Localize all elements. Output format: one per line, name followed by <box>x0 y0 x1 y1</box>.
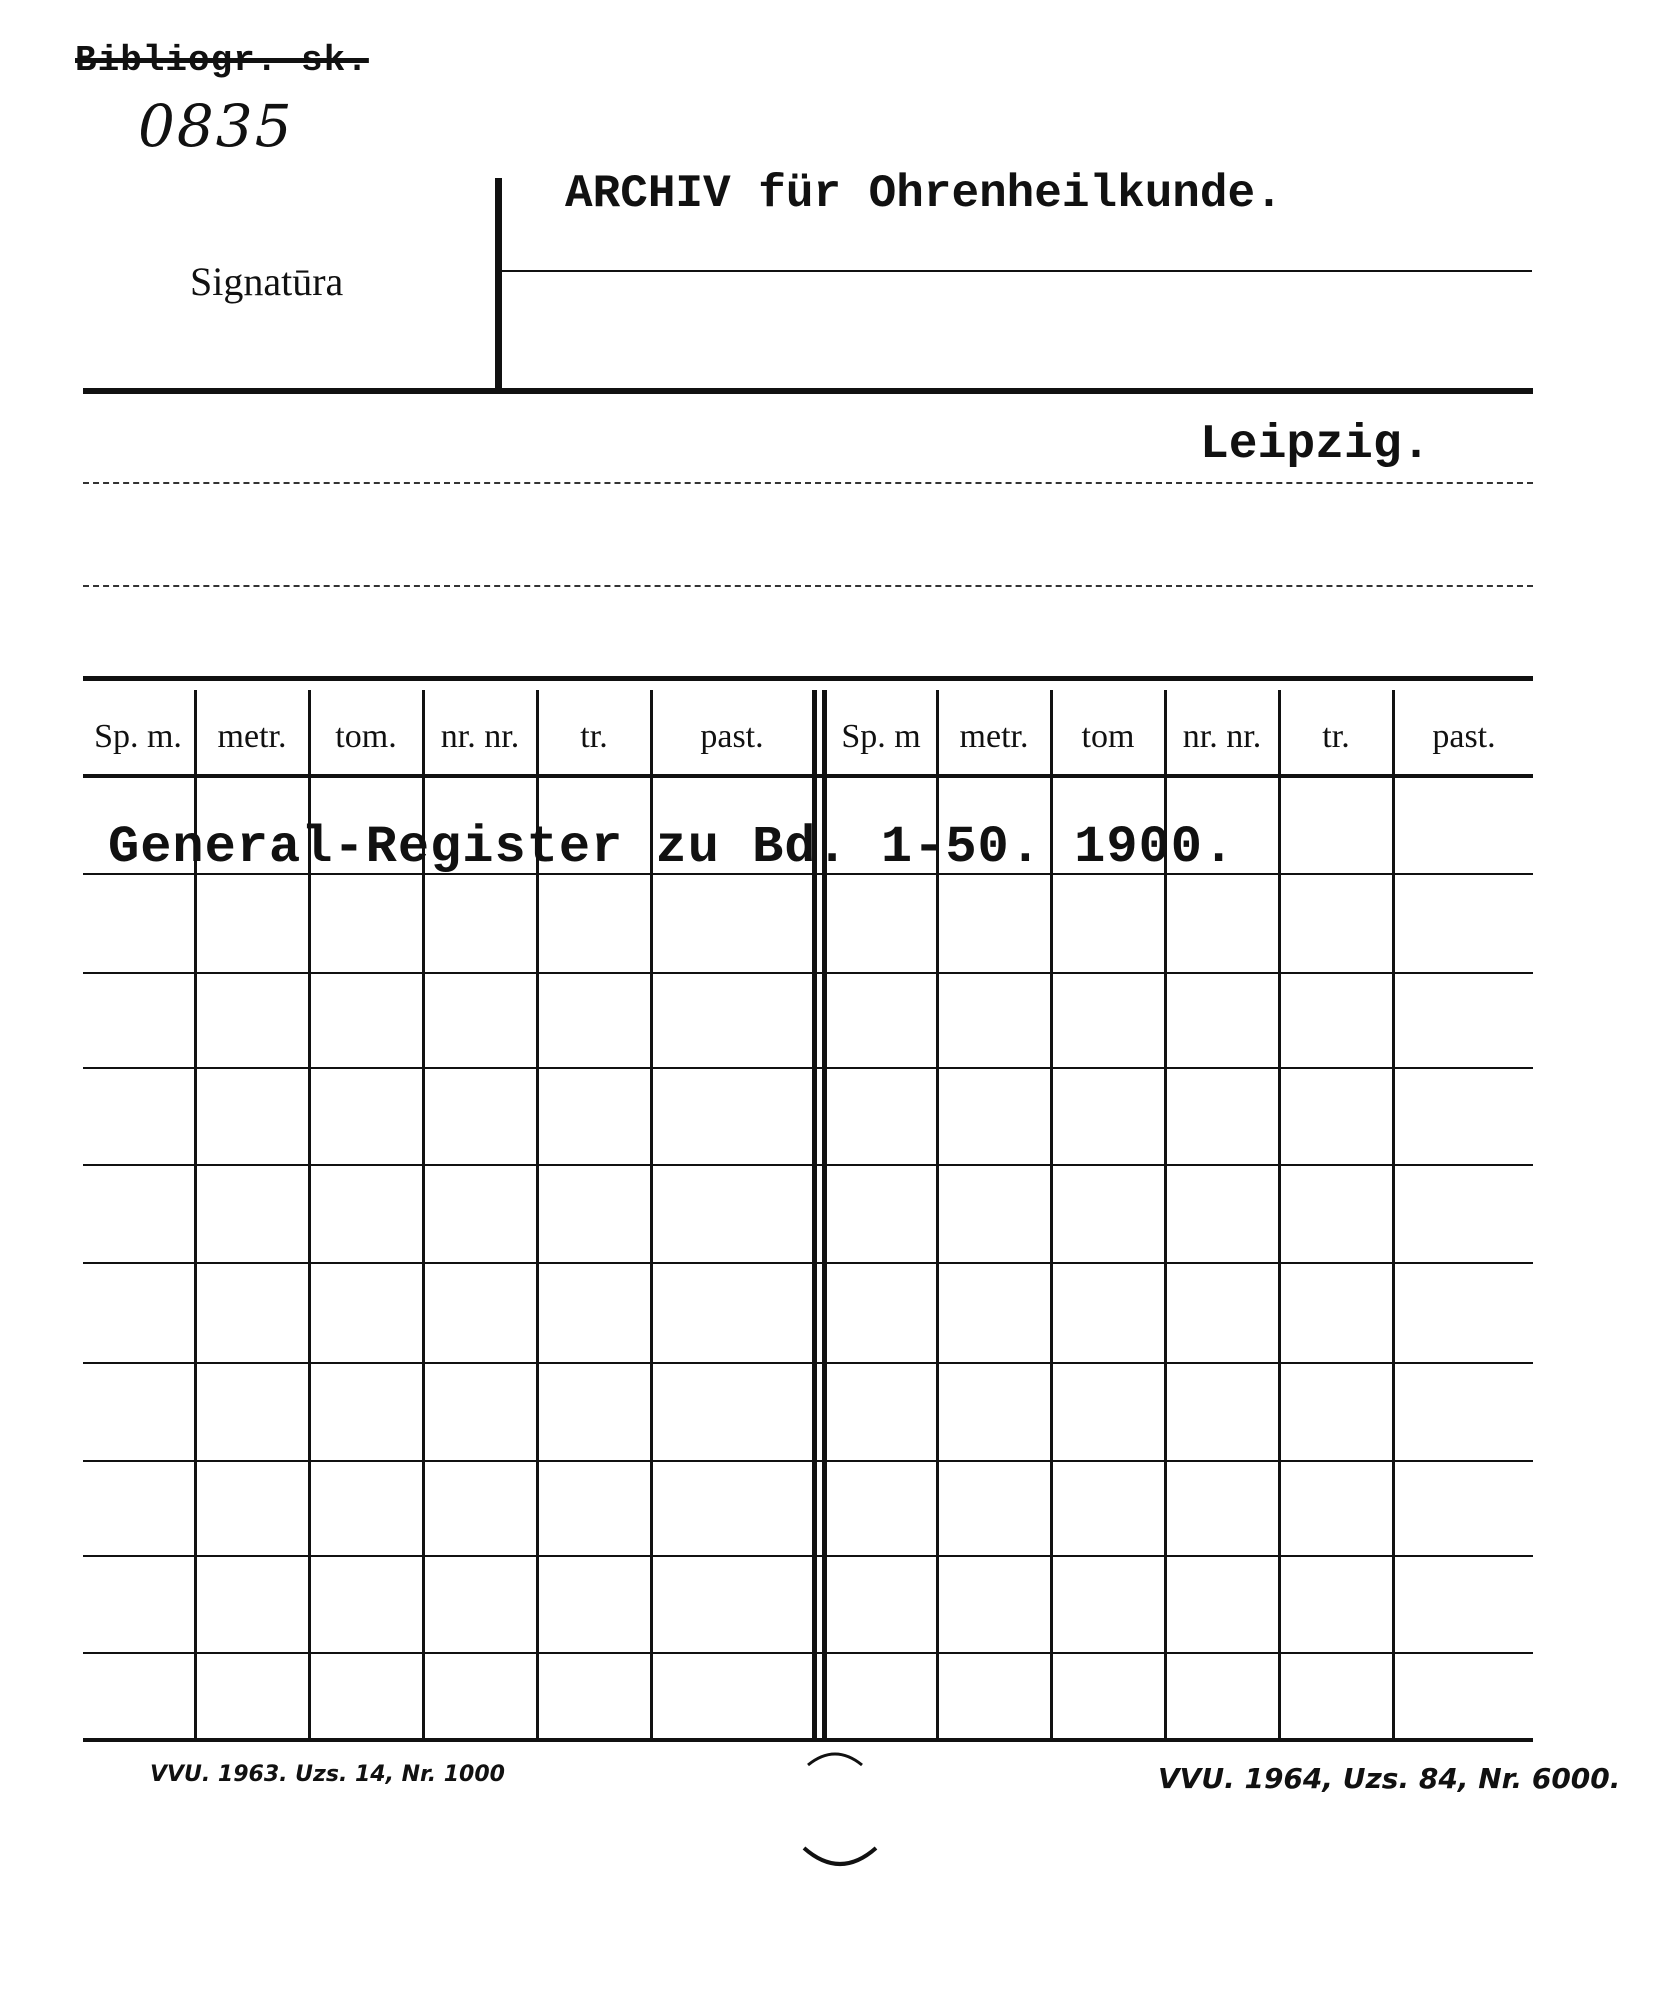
row-line <box>83 1262 1533 1264</box>
column-header: Sp. m. <box>94 718 182 755</box>
punch-mark-icon <box>800 1745 870 1780</box>
column-header: nr. nr. <box>1182 718 1262 755</box>
row-line <box>83 1652 1533 1654</box>
column-header: tom <box>1081 718 1135 755</box>
row-line <box>83 1067 1533 1069</box>
header-vertical-divider <box>495 178 502 390</box>
punch-mark-icon <box>800 1840 880 1885</box>
title-underline <box>502 270 1532 272</box>
column-header: metr. <box>959 718 1029 755</box>
column-header: Sp. m <box>841 718 921 755</box>
holdings-entry: General-Register zu Bd. 1-50. 1900. <box>108 818 1236 877</box>
column-header: tom. <box>335 718 397 755</box>
row-line <box>83 1362 1533 1364</box>
journal-title: ARCHIV für Ohrenheilkunde. <box>565 168 1283 220</box>
row-line <box>83 972 1533 974</box>
column-header: metr. <box>217 718 287 755</box>
column-divider <box>1392 690 1395 1738</box>
table-bottom-rule <box>83 1738 1533 1742</box>
dotted-rule <box>83 585 1533 587</box>
column-header: tr. <box>1322 718 1350 755</box>
footer-stamp-right: VVU. 1964, Uzs. 84, Nr. 6000. <box>1158 1762 1621 1795</box>
table-top-rule <box>83 676 1533 681</box>
column-divider <box>1278 690 1281 1738</box>
signatura-label: Signatūra <box>190 259 344 304</box>
publication-place: Leipzig. <box>1200 418 1431 472</box>
column-header: nr. nr. <box>440 718 520 755</box>
handwritten-catalog-number: 0835 <box>138 92 294 160</box>
dotted-rule <box>83 482 1533 484</box>
header-bottom-rule <box>83 388 1533 394</box>
column-header: tr. <box>580 718 608 755</box>
row-line <box>83 1164 1533 1166</box>
table-header-rule <box>83 774 1533 778</box>
row-line <box>83 1555 1533 1557</box>
row-line <box>83 1460 1533 1462</box>
struck-through-label: Bibliogr. sk. <box>75 40 369 81</box>
column-header: past. <box>700 718 764 755</box>
column-header: past. <box>1432 718 1496 755</box>
footer-stamp-left: VVU. 1963. Uzs. 14, Nr. 1000 <box>150 1762 505 1787</box>
